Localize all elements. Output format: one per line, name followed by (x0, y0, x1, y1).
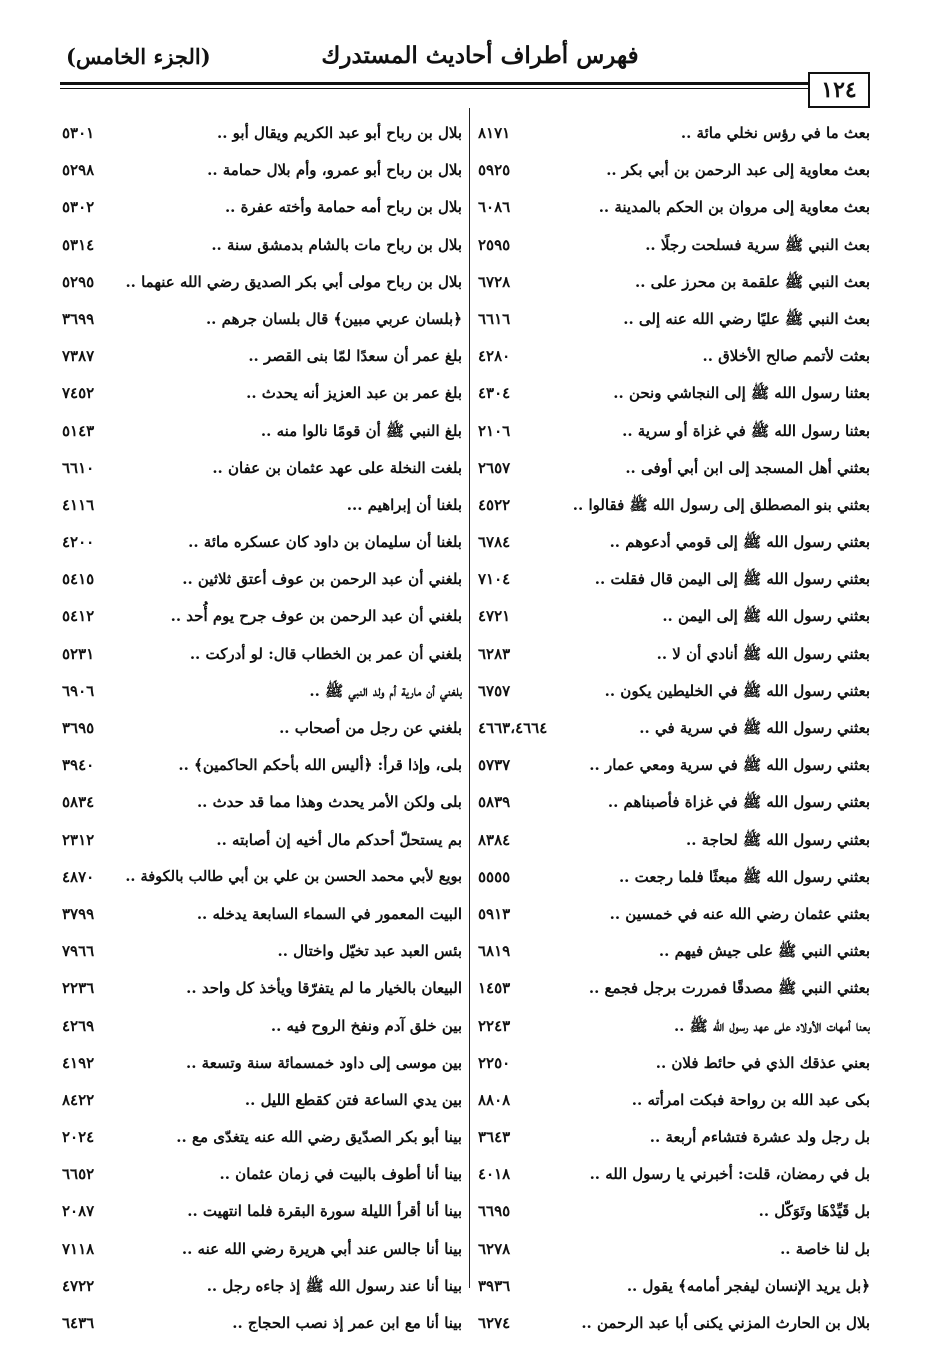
entry-text: بعثني رسول الله ﷺ في الخليطين يكون .. (604, 681, 870, 700)
index-entry (62, 750, 462, 787)
entry-text: بئس العبد عبد تخيّل واختال .. (277, 942, 462, 961)
left-column (62, 118, 462, 1332)
entry-text: بعث معاوية إلى مروان بن الحكم بالمدينة .. (598, 198, 870, 217)
index-entry (62, 1048, 462, 1085)
entry-hadith-number: ٨١٧١ (478, 124, 511, 142)
entry-text: بم يستحلّ أحدكم مال أخيه إن أصابته .. (216, 830, 462, 849)
entry-hadith-number: ٧١١٨ (62, 1239, 95, 1258)
page-header (60, 42, 870, 102)
entry-hadith-number: ١٤٥٣ (478, 979, 511, 998)
index-entry (478, 1085, 870, 1122)
index-entry (478, 527, 870, 564)
entry-hadith-number: ٢٠٢٤ (62, 1128, 95, 1147)
index-entry (478, 267, 870, 304)
entry-hadith-number: ٥١٤٣ (62, 421, 95, 440)
entry-hadith-number: ٥٨٣٩ (478, 793, 511, 812)
entry-text: بل رجل ولد عشرة فتشاءم أربعة .. (649, 1128, 870, 1147)
entry-text: بلغ عمر أن سعدًا لمّا بنى القصر .. (248, 347, 462, 366)
index-entry (62, 676, 462, 713)
entry-text: بعثنا رسول الله ﷺ إلى النجاشي ونحن .. (613, 384, 870, 403)
index-entry (478, 378, 870, 415)
entry-text: بعنا أمهات الأولاد على عهد رسول الله ﷺ .. (673, 1016, 870, 1035)
entry-text: البيعان بالخيار ما لم يتفرّقا ويأخذ كل واحد .. (186, 979, 462, 998)
index-entry (478, 899, 870, 936)
entry-hadith-number: ٣٧٩٩ (62, 904, 95, 923)
index-entry (62, 490, 462, 527)
entry-hadith-number: ٢١٠٦ (478, 421, 511, 440)
entry-hadith-number: ٦٢٧٤ (478, 1314, 511, 1332)
entry-hadith-number: ٤٢٦٩ (62, 1016, 95, 1035)
entry-text: بلغنا أن سليمان بن داود كان عسكره مائة .. (188, 533, 462, 552)
entry-hadith-number: ٥٣٠١ (62, 124, 95, 142)
entry-text: بعثني رسول الله ﷺ في سرية في .. (639, 719, 870, 737)
entry-hadith-number: ٦٧٢٨ (478, 272, 511, 291)
entry-text: بلال بن رباح أمه حمامة وأخته عفرة .. (224, 198, 462, 217)
entry-hadith-number: ٤٦٦٣،٤٦٦٤ (478, 719, 548, 737)
entry-text: بعثنا رسول الله ﷺ في غزاة أو سرية .. (622, 421, 870, 440)
index-entry (62, 453, 462, 490)
index-entry (62, 713, 462, 750)
index-entry (62, 1308, 462, 1345)
index-entry (478, 1159, 870, 1196)
entry-text: بلغني أن مارية أم ولد النبي ﷺ .. (309, 681, 462, 700)
index-entry (478, 304, 870, 341)
entry-hadith-number: ٥٨٣٤ (62, 793, 95, 812)
entry-text: بل لنا خاصة .. (780, 1239, 870, 1258)
index-entry (478, 825, 870, 862)
entry-text: بين خلق آدم ونفخ الروح فيه .. (270, 1016, 462, 1035)
entry-hadith-number: ٧٤٥٢ (62, 384, 95, 403)
index-entry (478, 1308, 870, 1345)
entry-hadith-number: ٤٢٠٠ (62, 533, 95, 552)
index-entry (62, 1122, 462, 1159)
entry-hadith-number: ٦٠٨٦ (478, 198, 511, 217)
entry-text: البيت المعمور في السماء السابعة يدخله .. (196, 904, 462, 923)
header-rule (60, 82, 810, 85)
entry-text: ﴿بل يريد الإنسان ليفجر أمامه﴾ يقول .. (626, 1276, 870, 1295)
index-entry (478, 155, 870, 192)
index-entry (478, 973, 870, 1010)
entry-text: بعثت لأتمم صالح الأخلاق .. (702, 347, 870, 366)
entry-hadith-number: ٧٩٦٦ (62, 942, 95, 961)
index-entry (478, 453, 870, 490)
entry-hadith-number: ٦٤٣٦ (62, 1314, 95, 1332)
index-entry (62, 304, 462, 341)
entry-text: بعث النبي ﷺ سرية فسلحت رجلًا .. (645, 235, 870, 254)
entry-hadith-number: ٣٩٣٦ (478, 1276, 511, 1295)
index-entry (62, 416, 462, 453)
index-entry (478, 1048, 870, 1085)
index-entry (478, 787, 870, 824)
entry-text: بعثني رسول الله ﷺ مبعثًا فلما رجعت .. (618, 867, 870, 886)
entry-text: بعث معاوية إلى عبد الرحمن بن أبي بكر .. (606, 161, 870, 180)
column-divider (469, 108, 470, 1288)
index-entry (62, 639, 462, 676)
entry-text: بل قَيِّدْهَا وتَوَكّل .. (758, 1202, 870, 1221)
entry-hadith-number: ٢٣١٢ (62, 830, 95, 849)
entry-hadith-number: ٥٩٢٥ (478, 161, 511, 180)
entry-hadith-number: ٥٤١٥ (62, 570, 95, 589)
volume-label: (الجزء الخامس) (66, 44, 211, 69)
entry-text: بعثني رسول الله ﷺ إلى قومي أدعوهم .. (609, 533, 870, 552)
entry-hadith-number: ٣٩٤٠ (62, 756, 95, 775)
index-entry (478, 713, 870, 750)
entry-hadith-number: ٥٧٣٧ (478, 756, 511, 775)
entry-hadith-number: ٥٤١٢ (62, 607, 95, 626)
entry-hadith-number: ٣٦٤٣ (478, 1128, 511, 1147)
entry-hadith-number: ٤١٩٢ (62, 1053, 95, 1072)
index-entry (62, 1196, 462, 1233)
entry-text: بلغني أن عبد الرحمن بن عوف أعتق ثلاثين .. (182, 570, 462, 589)
index-entry (478, 1234, 870, 1271)
entry-text: بلال بن رباح أبو عبد الكريم ويقال أبو .. (217, 124, 462, 142)
entry-hadith-number: ٤٠١٨ (478, 1165, 511, 1184)
index-entry (62, 862, 462, 899)
entry-text: بعثني أهل المسجد إلى ابن أبي أوفى .. (625, 458, 870, 477)
entry-text: بعثني رسول الله ﷺ إلى اليمن قال فقلت .. (594, 570, 870, 589)
index-entry (478, 230, 870, 267)
entry-hadith-number: ٤٧٢١ (478, 607, 511, 626)
entry-text: بلى، وإذا قرأ: ﴿أليس الله بأحكم الحاكمين﴾ .. (178, 756, 462, 775)
entry-hadith-number: ٣٦٩٩ (62, 309, 95, 328)
index-entry (62, 1159, 462, 1196)
entry-hadith-number: ٤٨٧٠ (62, 867, 95, 886)
index-entry (62, 825, 462, 862)
entry-hadith-number: ٨٣٨٤ (478, 830, 511, 849)
index-entry (478, 601, 870, 638)
entry-text: بين موسى إلى داود خمسمائة سنة وتسعة .. (186, 1053, 462, 1072)
entry-text: بلى ولكن الأمر يحدث وهذا مما قد حدث .. (196, 793, 462, 812)
entry-hadith-number: ٦٦١٠ (62, 458, 95, 477)
index-entry (478, 1196, 870, 1233)
index-entry (62, 378, 462, 415)
entry-hadith-number: ٥٣٠٢ (62, 198, 95, 217)
entry-text: بويع لأبي محمد الحسن بن علي بن أبي طالب بالكوفة .. (125, 867, 462, 885)
entry-text: بين يدي الساعة فتن كقطع الليل .. (244, 1090, 462, 1109)
entry-text: بلال بن رباح مولى أبي بكر الصديق رضي الله عنهما .. (125, 272, 462, 291)
index-entry (478, 750, 870, 787)
entry-hadith-number: ٦٩٠٦ (62, 681, 95, 700)
entry-hadith-number: ٦٧٥٧ (478, 681, 511, 700)
entry-text: بعثني عثمان رضي الله عنه في خمسين .. (609, 904, 870, 923)
entry-text: بعث النبي ﷺ عليًا رضي الله عنه إلى .. (623, 309, 870, 328)
entry-text: بعثني النبي ﷺ مصدقًا فمررت برجل فجمع .. (588, 979, 870, 998)
index-entry (62, 1234, 462, 1271)
entry-text: بلغ النبي ﷺ أن قومًا نالوا منه .. (260, 421, 462, 440)
entry-text: بكى عبد الله بن رواحة فبكت امرأته .. (631, 1090, 870, 1109)
index-entry (478, 416, 870, 453)
index-entry (62, 1085, 462, 1122)
index-entry (62, 973, 462, 1010)
entry-text: بلغ عمر بن عبد العزيز أنه يحدث .. (246, 384, 462, 403)
entry-hadith-number: ٥٣١٤ (62, 235, 95, 254)
entry-hadith-number: ٢٢٤٣ (478, 1016, 511, 1035)
index-entry (62, 341, 462, 378)
entry-text: بعثني النبي ﷺ على جيش فيهم .. (658, 942, 870, 961)
entry-hadith-number: ٢٥٩٥ (478, 235, 511, 254)
entry-text: بينا أنا جالس عند أبي هريرة رضي الله عنه .. (181, 1239, 462, 1258)
entry-text: بعث النبي ﷺ علقمة بن محرز على .. (634, 272, 870, 291)
entry-hadith-number: ٥٥٥٥ (478, 867, 511, 886)
index-entry (62, 192, 462, 229)
entry-hadith-number: ٦٦٩٥ (478, 1202, 511, 1221)
entry-hadith-number: ٤١١٦ (62, 495, 95, 514)
entry-text: بينا أنا أطوف بالبيت في زمان عثمان .. (219, 1165, 462, 1184)
index-entry (62, 936, 462, 973)
entry-text: بينا أنا أقرأ الليلة سورة البقرة فلما انتهيت .. (187, 1202, 462, 1221)
entry-text: بلال بن رباح أبو عمرو، وأم بلال حمامة .. (207, 161, 462, 180)
entry-hadith-number: ٢٢٥٠ (478, 1053, 511, 1072)
entry-hadith-number: ٨٨٠٨ (478, 1090, 511, 1109)
index-entry (478, 676, 870, 713)
index-entry (62, 230, 462, 267)
entry-hadith-number: ٧٣٨٧ (62, 347, 95, 366)
entry-hadith-number: ٦٧٨٤ (478, 533, 511, 552)
index-entry (478, 1122, 870, 1159)
index-entry (478, 1271, 870, 1308)
entry-hadith-number: ٢٠٨٧ (62, 1202, 95, 1221)
entry-text: بعثني بنو المصطلق إلى رسول الله ﷺ فقالوا .. (572, 495, 870, 514)
index-entry (478, 639, 870, 676)
entry-hadith-number: ٤٧٢٢ (62, 1276, 95, 1295)
index-entry (478, 341, 870, 378)
right-column (478, 118, 870, 1332)
index-entry (62, 267, 462, 304)
entry-text: بعثني رسول الله ﷺ في سرية ومعي عمار .. (589, 756, 870, 775)
entry-text: بلغني أن عبد الرحمن بن عوف جرح يوم أُحد .. (170, 607, 462, 626)
index-entry (62, 601, 462, 638)
index-title: فهرس أطراف أحاديث المستدرك (321, 42, 639, 69)
entry-text: بينا أنا مع ابن عمر إذ نصب الحجاج .. (232, 1314, 462, 1332)
entry-hadith-number: ٨٤٢٢ (62, 1090, 95, 1109)
entry-text: بلال بن الحارث المزني يكنى أبا عبد الرحمن .. (581, 1314, 870, 1332)
entry-text: بعثني رسول الله ﷺ لحاجة .. (686, 830, 870, 849)
entry-hadith-number: ٦٢٨٣ (478, 644, 511, 663)
index-entry (62, 1011, 462, 1048)
entry-hadith-number: ٣٦٩٥ (62, 719, 95, 737)
entry-text: بعثني رسول الله ﷺ في غزاة فأصبناهم .. (607, 793, 870, 812)
index-entry (62, 564, 462, 601)
entry-hadith-number: ٥٢٩٨ (62, 161, 95, 180)
index-entry (62, 527, 462, 564)
entry-hadith-number: ٥٢٣١ (62, 644, 95, 663)
index-entry (62, 787, 462, 824)
entry-text: بعث ما في رؤس نخلي مائة .. (680, 124, 870, 142)
entry-hadith-number: ٢٢٣٦ (62, 979, 95, 998)
index-entry (478, 1011, 870, 1048)
entry-hadith-number: ٧١٠٤ (478, 570, 511, 589)
index-entry (478, 862, 870, 899)
page-number: ١٢٤ (808, 72, 870, 108)
entry-hadith-number: ٥٢٩٥ (62, 272, 95, 291)
entry-text: بل في رمضان، قلت: أخبرني يا رسول الله .. (589, 1165, 870, 1184)
index-entry (62, 1271, 462, 1308)
entry-text: ﴿بلسان عربي مبين﴾ قال بلسان جرهم .. (205, 309, 462, 328)
entry-hadith-number: ٦٢٧٨ (478, 1239, 511, 1258)
entry-text: بعثني رسول الله ﷺ إلى اليمن .. (662, 607, 870, 626)
entry-text: بلغت النخلة على عهد عثمان بن عفان .. (212, 458, 462, 477)
index-entry (478, 564, 870, 601)
entry-hadith-number: ٤٣٠٤ (478, 384, 511, 403)
index-entry (478, 490, 870, 527)
index-entry (478, 936, 870, 973)
entry-hadith-number: ٦٦٥٢ (62, 1165, 95, 1184)
entry-text: بلغني عن رجل من أصحاب .. (279, 719, 462, 737)
header-rule-thin (60, 88, 810, 89)
entry-hadith-number: ٦٨١٩ (478, 942, 511, 961)
entry-text: بلغنا أن إبراهيم ... (346, 495, 462, 514)
index-entry (478, 118, 870, 155)
entry-text: بينا أبو بكر الصدّيق رضي الله عنه يتغدّى مع .. (176, 1128, 462, 1147)
index-entry (62, 899, 462, 936)
index-entry (62, 155, 462, 192)
entry-hadith-number: ٢٦٥٧ (478, 458, 511, 477)
entry-hadith-number: ٦٦١٦ (478, 309, 511, 328)
entry-text: بعثني رسول الله ﷺ أنادي أن لا .. (656, 644, 870, 663)
index-entry (62, 118, 462, 155)
entry-text: بعني عذقك الذي في حائط فلان .. (655, 1053, 870, 1072)
index-entry (478, 192, 870, 229)
entry-text: بينا أنا عند رسول الله ﷺ إذ جاءه رجل .. (206, 1276, 462, 1295)
entry-text: بلغني أن عمر بن الخطاب قال: لو أدركت .. (189, 644, 462, 663)
entry-hadith-number: ٤٥٢٢ (478, 495, 511, 514)
entry-text: بلال بن رباح مات بالشام بدمشق سنة .. (211, 235, 462, 254)
entry-hadith-number: ٤٢٨٠ (478, 347, 511, 366)
entry-hadith-number: ٥٩١٣ (478, 904, 511, 923)
